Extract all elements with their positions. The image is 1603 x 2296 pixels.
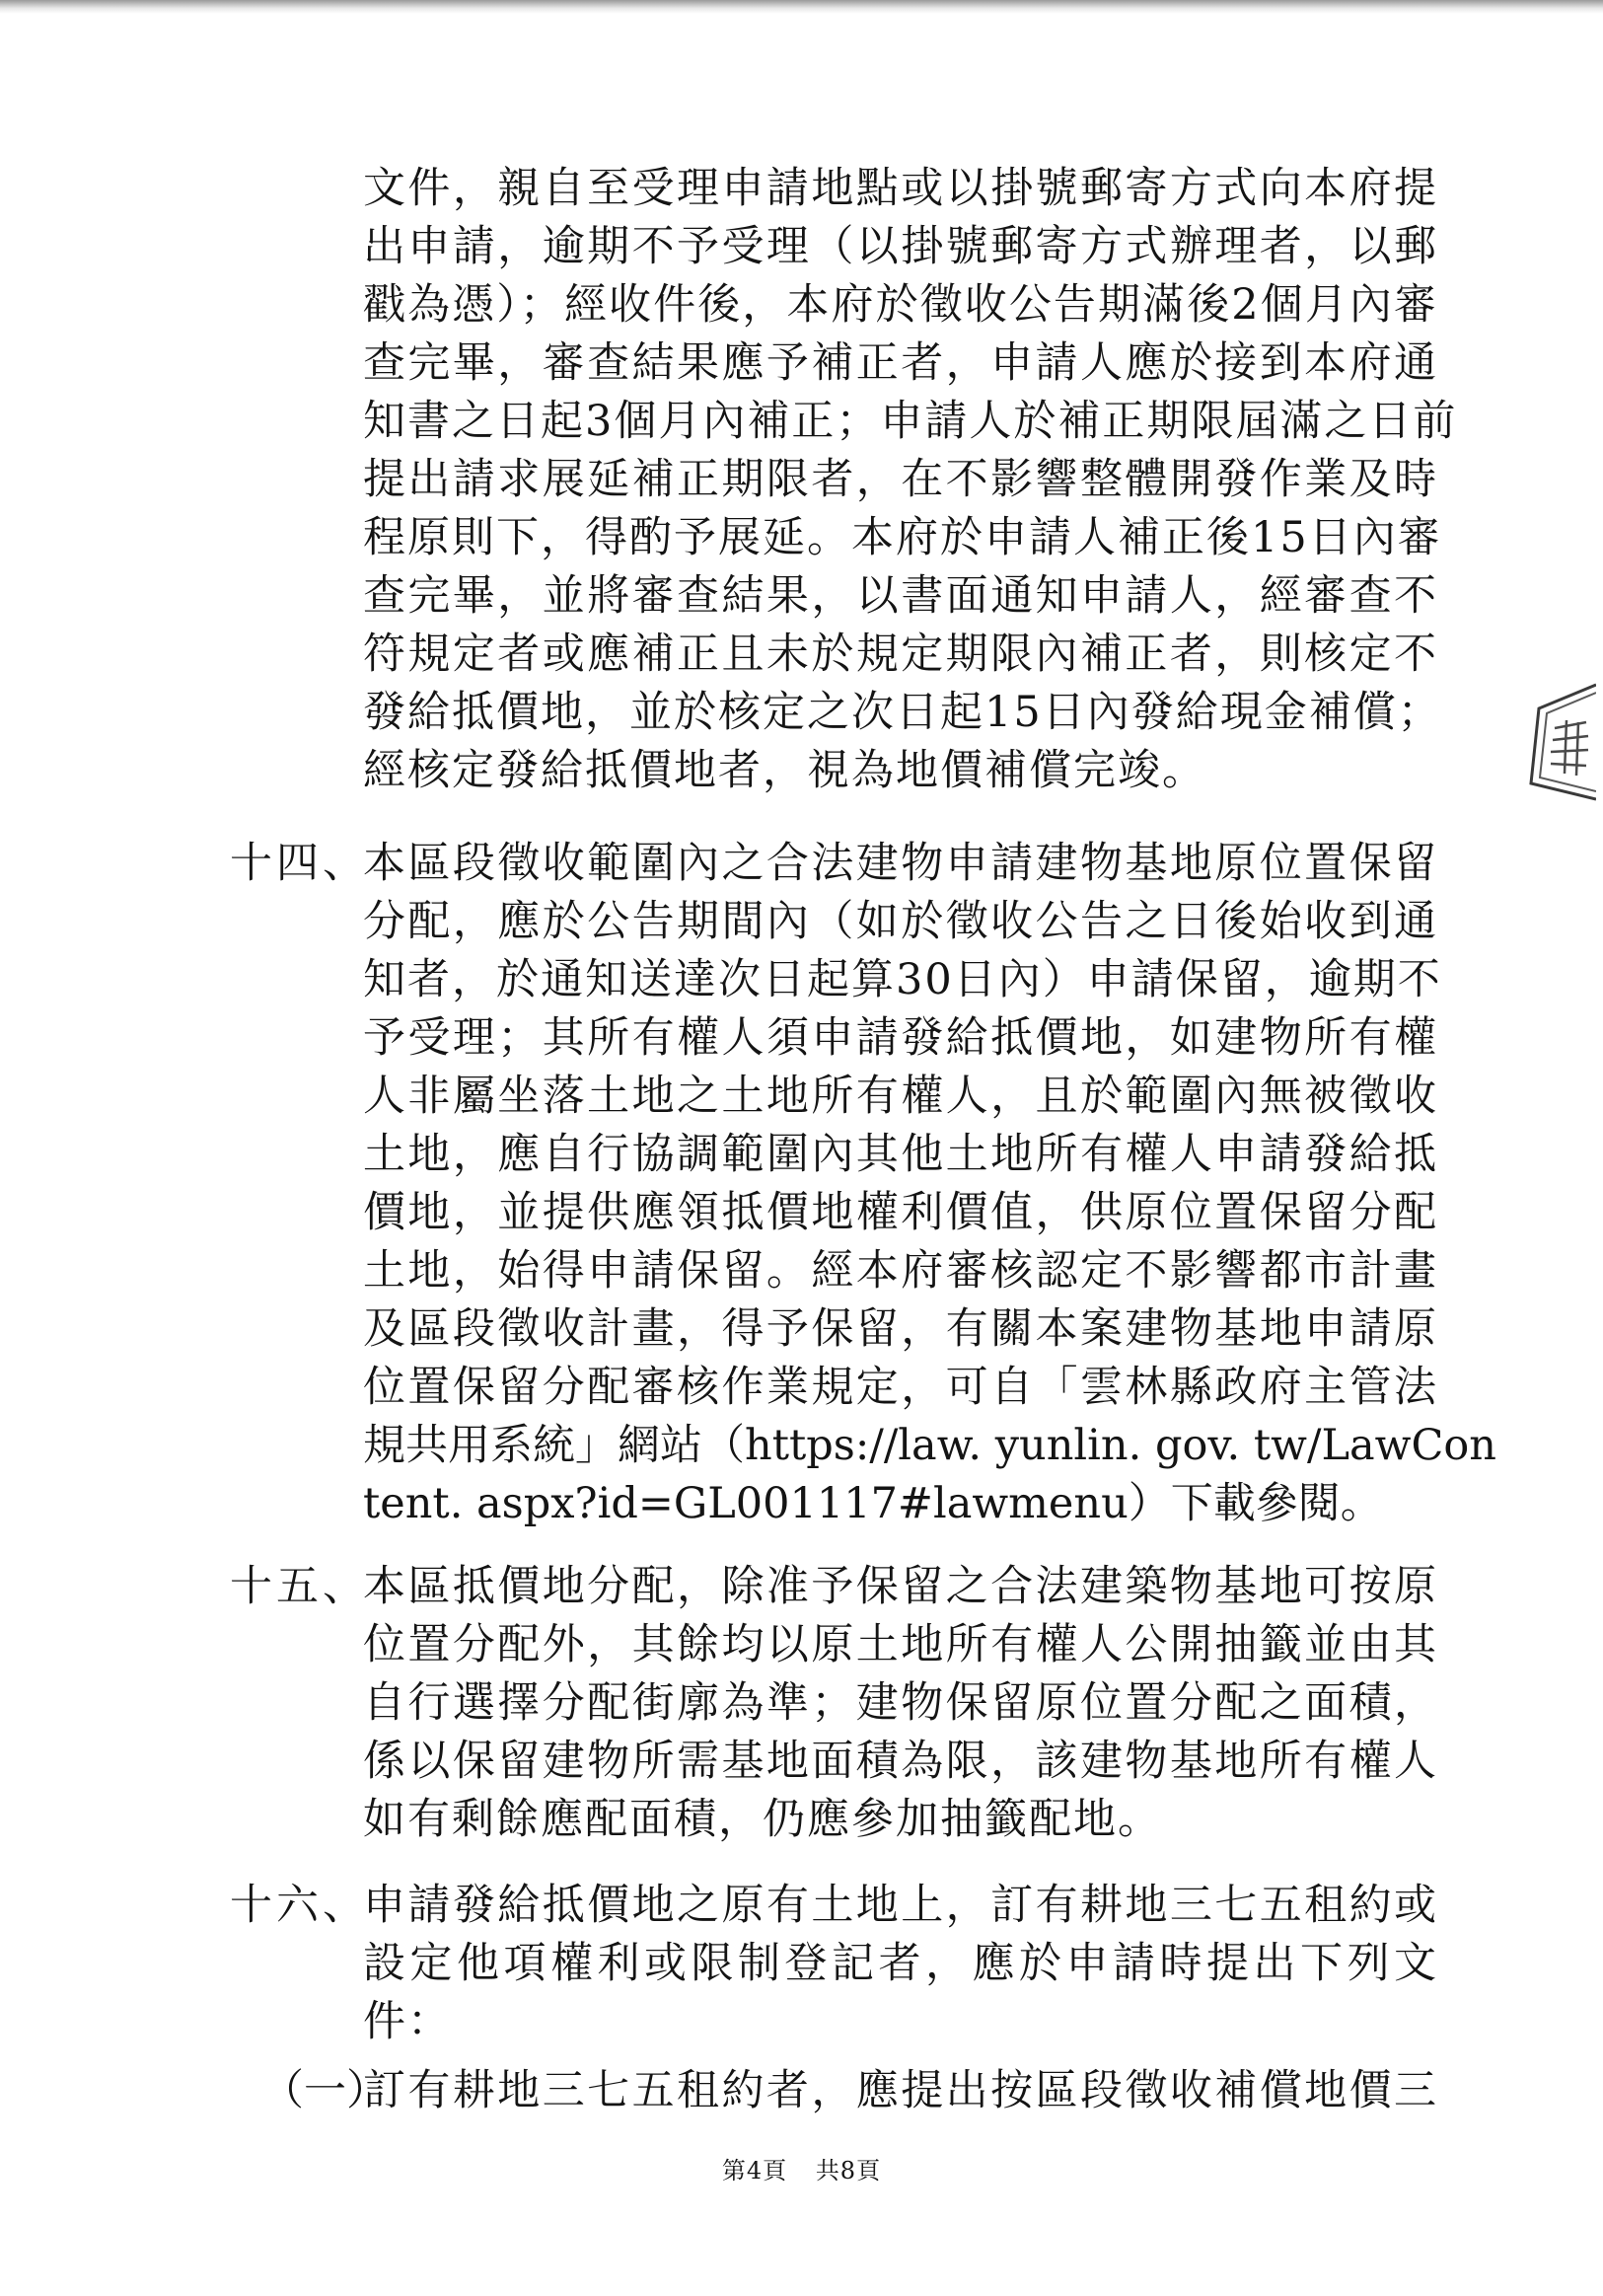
body-line: 如有剩餘應配面積，仍應參加抽籤配地。 [363, 1795, 1162, 1844]
body-line: 規共用系統」網站（https://law. yunlin. gov. tw/LawCon [363, 1421, 1496, 1470]
item-marker-1: （一） [261, 2066, 389, 2115]
body-line: 係以保留建物所需基地面積為限，該建物基地所有權人 [363, 1737, 1438, 1786]
body-line: 知者，於通知送達次日起算30日內）申請保留，逾期不 [363, 955, 1442, 1004]
body-line: 經核定發給抵價地者，視為地價補償完竣。 [363, 746, 1206, 795]
body-line: 符規定者或應補正且未於規定期限內補正者，則核定不 [363, 630, 1438, 679]
body-line: 設定他項權利或限制登記者，應於申請時提出下列文 [363, 1939, 1438, 1988]
body-line: 價地，並提供應領抵價地權利價值，供原位置保留分配 [363, 1188, 1438, 1237]
body-line: 戳為憑）；經收件後，本府於徵收公告期滿後2個月內審 [363, 280, 1438, 330]
page-total: 共8頁 [815, 2157, 882, 2185]
body-line: 及區段徵收計畫，得予保留，有關本案建物基地申請原 [363, 1304, 1438, 1354]
section-marker-16: 十六、 [230, 1881, 369, 1930]
body-line: 程原則下，得酌予展延。本府於申請人補正後15日內審 [363, 513, 1442, 562]
body-line: 人非屬坐落土地之土地所有權人，且於範圍內無被徵收 [363, 1072, 1438, 1121]
body-line: 土地，始得申請保留。經本府審核認定不影響都市計畫 [363, 1246, 1438, 1296]
body-line: 土地，應自行協調範圍內其他土地所有權人申請發給抵 [363, 1130, 1438, 1179]
body-line: 位置分配外，其餘均以原土地所有權人公開抽籤並由其 [363, 1620, 1438, 1669]
page-number: 第4頁 [721, 2157, 788, 2185]
body-line: 申請發給抵價地之原有土地上，訂有耕地三七五租約或 [363, 1881, 1438, 1930]
body-line: 查完畢，審查結果應予補正者，申請人應於接到本府通 [363, 338, 1438, 388]
body-line: 訂有耕地三七五租約者，應提出按區段徵收補償地價三 [363, 2066, 1438, 2115]
body-line: 位置保留分配審核作業規定，可自「雲林縣政府主管法 [363, 1363, 1438, 1412]
body-line: 文件，親自至受理申請地點或以掛號郵寄方式向本府提 [363, 164, 1438, 213]
body-line: 提出請求展延補正期限者，在不影響整體開發作業及時 [363, 455, 1438, 504]
section-marker-15: 十五、 [230, 1562, 369, 1611]
body-line: 本區抵價地分配，除准予保留之合法建築物基地可按原 [363, 1562, 1438, 1611]
body-line: 件： [363, 1997, 452, 2046]
page-footer [0, 2154, 1603, 2187]
body-line: 知書之日起3個月內補正；申請人於補正期限屆滿之日前 [363, 397, 1458, 446]
body-line: 予受理；其所有權人須申請發給抵價地，如建物所有權 [363, 1013, 1438, 1063]
body-line: 發給抵價地，並於核定之次日起15日內發給現金補償； [363, 688, 1442, 737]
seal-stamp-icon [1527, 679, 1596, 802]
section-marker-14: 十四、 [230, 839, 369, 888]
body-line: 自行選擇分配街廓為準；建物保留原位置分配之面積， [363, 1678, 1438, 1728]
body-line: 本區段徵收範圍內之合法建物申請建物基地原位置保留 [363, 839, 1438, 888]
body-line: 分配，應於公告期間內（如於徵收公告之日後始收到通 [363, 897, 1438, 946]
body-line: tent. aspx?id=GL001117#lawmenu）下載參閱。 [363, 1479, 1383, 1528]
body-line: 出申請，逾期不予受理（以掛號郵寄方式辦理者，以郵 [363, 222, 1438, 271]
body-line: 查完畢，並將審查結果，以書面通知申請人，經審查不 [363, 571, 1438, 621]
